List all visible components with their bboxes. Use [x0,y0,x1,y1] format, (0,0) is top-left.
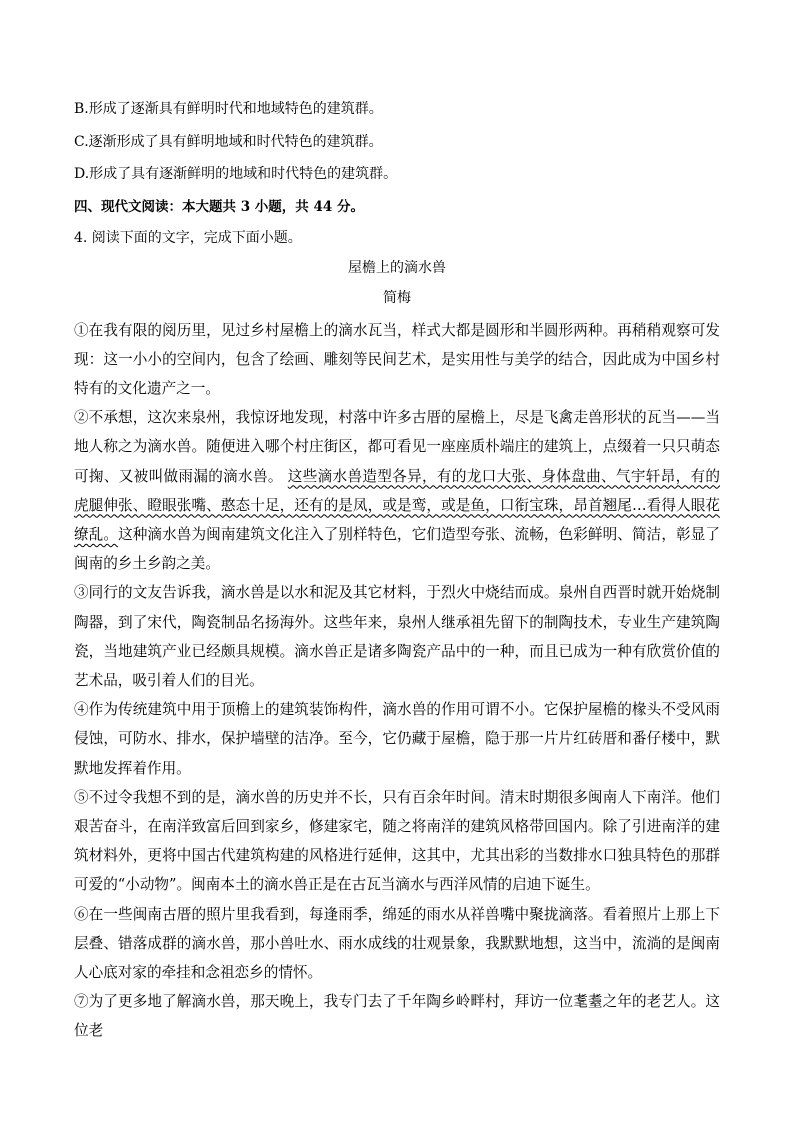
option-d: D.形成了具有逐渐鲜明的地域和时代特色的建筑群。 [74,166,398,182]
option-c: C.逐渐形成了具有鲜明地域和时代特色的建筑群。 [74,133,383,150]
paragraph-1: ①在我有限的阅历里，见过乡村屋檐上的滴水瓦当，样式大都是圆形和半圆形两种。再稍稍观察可发现：这一小小的空间内，包含了绘画、雕刻等民间艺术，是实用性与美学的结合，因此成为中国乡村特有的文化遗产之一。 [74,321,720,397]
paragraph-2-continuation: 这种滴水兽为闽南建筑文化注入了别样特色，它们造型夸张、流畅，色彩鲜明、简洁，彰显了闽南的乡土乡韵之美。 [74,525,720,573]
paragraph-3: ③同行的文友告诉我，滴水兽是以水和泥及其它材料，于烈火中烧结而成。泉州自西晋时就开始烧制陶器，到了宋代，陶瓷制品名扬海外。这些年来，泉州人继承祖先留下的制陶技术，专业生产建筑陶瓷，当地建筑产业已经颇具规模。滴水兽正是诸多陶瓷产品中的一种，而且已成为一种有欣赏价值的艺术品，吸引着人们的目光。 [74,584,720,689]
question-prompt: 4. 阅读下面的文字，完成下面小题。 [74,229,302,246]
document-page [74,99,720,1046]
underlined-passage: 这些滴水兽造型各异，有的龙口大张、身体盘曲、气宇轩昂，有的虎腿伸张、瞪眼张嘴、憨态十足，还有的是凤，或是鸾，或是鱼，口衔宝珠，昂首翘尾…看得人眼花缭乱。 [74,467,720,543]
section-heading: 四、现代文阅读：本大题共 3 小题，共 44 分。 [74,198,364,215]
paragraph-4: ④作为传统建筑中用于顶檐上的建筑装饰构件，滴水兽的作用可谓不小。它保护屋檐的椽头不受风雨侵蚀，可防水、排水，保护墙壁的洁净。至今，它仍藏于屋檐，隐于那一片片红砖厝和番仔楼中，默默地发挥着作用。 [74,701,720,777]
paragraph-2 [74,403,720,578]
paragraph-5: ⑤不过令我想不到的是，滴水兽的历史并不长，只有百余年时间。清末时期很多闽南人下南洋。他们艰苦奋斗，在南洋致富后回到家乡，修建家宅，随之将南洋的建筑风格带回国内。除了引进南洋的建筑材料外，更将中国古代建筑构建的风格进行延伸，这其中，尤其出彩的当数排水口独具特色的那群可爱的“小动物”。闽南本土的滴水兽正是在古瓦当滴水与西洋风情的启迪下诞生。 [74,788,720,894]
option-b: B.形成了逐渐具有鲜明时代和地域特色的建筑群。 [74,101,383,117]
paragraph-7: ⑦为了更多地了解滴水兽，那天晚上，我专门去了千年陶乡岭畔村，拜访一位耄耋之年的老艺人。这位老 [74,993,720,1040]
paragraph-2-text: ②不承想，这次来泉州，我惊讶地发现，村落中许多古厝的屋檐上，尽是飞禽走兽形状的瓦当——当地人称之为滴水兽。随便进入哪个村庄街区，都可看见一座座质朴端庄的建筑上，点缀着一只只萌态可掬、又被叫做雨漏的滴水兽。 [74,409,720,485]
article-title: 屋檐上的滴水兽 [348,259,446,276]
article-author: 简梅 [383,289,411,306]
paragraph-6: ⑥在一些闽南古厝的照片里我看到，每逢雨季，绵延的雨水从祥兽嘴中聚拢滴落。看着照片上那上下层叠、错落成群的滴水兽，那小兽吐水、雨水成线的壮观景象，我默默地想，这当中，流淌的是闽南人心底对家的牵挂和念祖恋乡的情怀。 [74,905,720,981]
